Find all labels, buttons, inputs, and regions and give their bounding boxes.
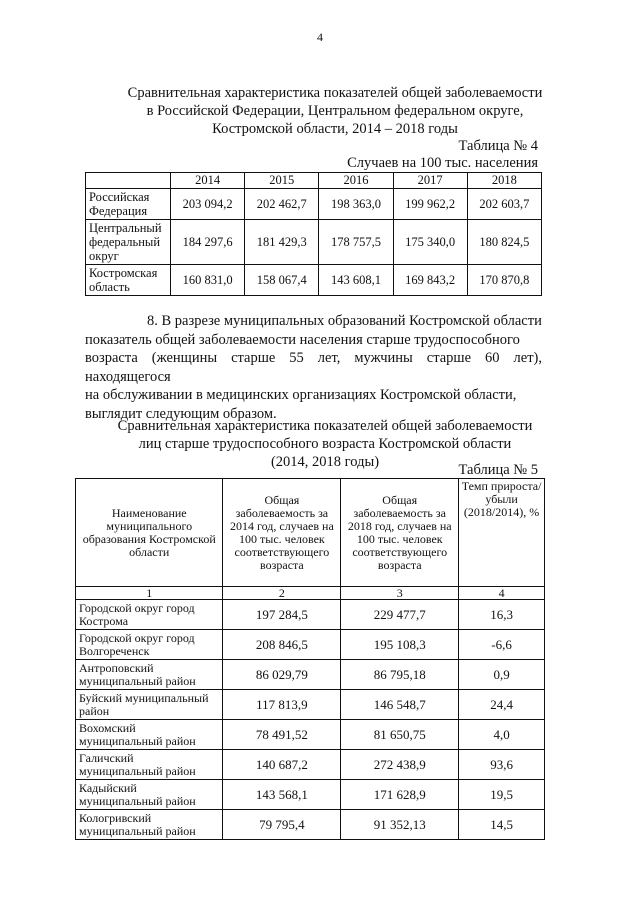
table-row (76, 720, 545, 750)
table4-cell: 202 603,7 (467, 189, 541, 220)
table4-cell: 184 297,6 (171, 220, 245, 265)
table4-title-line: Костромской области, 2014 – 2018 годы (212, 121, 458, 137)
table4-cell: 170 870,8 (467, 265, 541, 296)
body-paragraph (85, 312, 542, 423)
table4-year-header: 2015 (245, 173, 319, 189)
table4-cell: 181 429,3 (245, 220, 319, 265)
growth-rate: 93,6 (459, 750, 545, 780)
table4-corner-cell (86, 173, 171, 189)
municipality-name: Кадыйский муниципальный район (76, 780, 223, 810)
paragraph-line: 8. В разрезе муниципальных образований Костромской области (147, 313, 542, 329)
value-2014: 79 795,4 (223, 810, 341, 840)
municipality-name: Антроповский муниципальный район (76, 660, 223, 690)
value-2014: 140 687,2 (223, 750, 341, 780)
table5-col-index: 3 (341, 587, 459, 600)
table4-cell: 202 462,7 (245, 189, 319, 220)
table4-number: Таблица № 4 (458, 138, 538, 154)
table4 (85, 172, 542, 296)
table4-cell: 143 608,1 (319, 265, 393, 296)
growth-rate: 14,5 (459, 810, 545, 840)
value-2014: 197 284,5 (223, 600, 341, 630)
table5-header-row (76, 479, 545, 587)
value-2018: 146 548,7 (341, 690, 459, 720)
paragraph-line: возраста (женщины старше 55 лет, мужчины старше 60 лет), находящегося (85, 350, 542, 385)
paragraph-line: на обслуживании в медицинских организациях Костромской области, (85, 387, 517, 403)
value-2014: 86 029,79 (223, 660, 341, 690)
table4-title-line: в Российской Федерации, Центральном федеральном округе, (146, 103, 524, 119)
value-2018: 86 795,18 (341, 660, 459, 690)
table-row (76, 780, 545, 810)
value-2014: 117 813,9 (223, 690, 341, 720)
table-row (76, 630, 545, 660)
table4-cell: 158 067,4 (245, 265, 319, 296)
table-row (86, 265, 542, 296)
value-2014: 78 491,52 (223, 720, 341, 750)
value-2018: 91 352,13 (341, 810, 459, 840)
table4-cell: 203 094,2 (171, 189, 245, 220)
table5-header-rate: Темп прироста/убыли (2018/2014), % (459, 479, 545, 587)
table-row (76, 690, 545, 720)
table5-header-2018: Общая заболеваемость за 2018 год, случаев на 100 тыс. человек соответствующего возраста (341, 479, 459, 587)
table5 (75, 478, 545, 840)
municipality-name: Вохомский муниципальный район (76, 720, 223, 750)
table5-col-index: 4 (459, 587, 545, 600)
table-row (76, 600, 545, 630)
table5-number: Таблица № 5 (458, 462, 538, 478)
table-row (76, 750, 545, 780)
table4-cell: 169 843,2 (393, 265, 467, 296)
value-2018: 272 438,9 (341, 750, 459, 780)
table4-year-header: 2016 (319, 173, 393, 189)
municipality-name: Галичский муниципальный район (76, 750, 223, 780)
table4-cell: 199 962,2 (393, 189, 467, 220)
table4-year-header: 2017 (393, 173, 467, 189)
growth-rate: 19,5 (459, 780, 545, 810)
municipality-name: Кологривский муниципальный район (76, 810, 223, 840)
table4-row-label: Костромская область (86, 265, 171, 296)
table4-header-row (86, 173, 542, 189)
table4-cell: 160 831,0 (171, 265, 245, 296)
table-row (86, 189, 542, 220)
table4-cell: 178 757,5 (319, 220, 393, 265)
table5-title-line: Сравнительная характеристика показателей общей заболеваемости (117, 418, 533, 434)
paragraph-line: показатель общей заболеваемости населения старше трудоспособного (85, 331, 520, 348)
table4-cell: 175 340,0 (393, 220, 467, 265)
table4-year-header: 2014 (171, 173, 245, 189)
municipality-name: Городской округ город Кострома (76, 600, 223, 630)
table5-header-name: Наименование муниципального образования Костромской области (76, 479, 223, 587)
table4-year-header: 2018 (467, 173, 541, 189)
municipality-name: Буйский муниципальный район (76, 690, 223, 720)
paragraph-line: выглядит следующим образом. (85, 405, 277, 422)
growth-rate: 16,3 (459, 600, 545, 630)
table4-title-line: Сравнительная характеристика показателей общей заболеваемости (127, 85, 543, 101)
table4-cell: 198 363,0 (319, 189, 393, 220)
table5-col-index: 1 (76, 587, 223, 600)
table5-header-2014: Общая заболеваемость за 2014 год, случаев на 100 тыс. человек соответствующего возраста (223, 479, 341, 587)
table5-title-line: (2014, 2018 годы) (270, 454, 380, 470)
value-2018: 171 628,9 (341, 780, 459, 810)
table5-index-row (76, 587, 545, 600)
growth-rate: 4,0 (459, 720, 545, 750)
table4-units: Случаев на 100 тыс. населения (347, 155, 538, 171)
table4-cell: 180 824,5 (467, 220, 541, 265)
table-row (76, 810, 545, 840)
value-2018: 81 650,75 (341, 720, 459, 750)
page-number: 4 (317, 30, 323, 44)
table5-title-line: лиц старше трудоспособного возраста Костромской области (138, 436, 512, 452)
growth-rate: 0,9 (459, 660, 545, 690)
table5-col-index: 2 (223, 587, 341, 600)
table-row (86, 220, 542, 265)
municipality-name: Городской округ город Волгореченск (76, 630, 223, 660)
table-row (76, 660, 545, 690)
table4-row-label: Российская Федерация (86, 189, 171, 220)
growth-rate: -6,6 (459, 630, 545, 660)
value-2014: 208 846,5 (223, 630, 341, 660)
value-2014: 143 568,1 (223, 780, 341, 810)
value-2018: 229 477,7 (341, 600, 459, 630)
value-2018: 195 108,3 (341, 630, 459, 660)
table4-row-label: Центральный федеральный округ (86, 220, 171, 265)
growth-rate: 24,4 (459, 690, 545, 720)
table4-title (80, 84, 590, 138)
